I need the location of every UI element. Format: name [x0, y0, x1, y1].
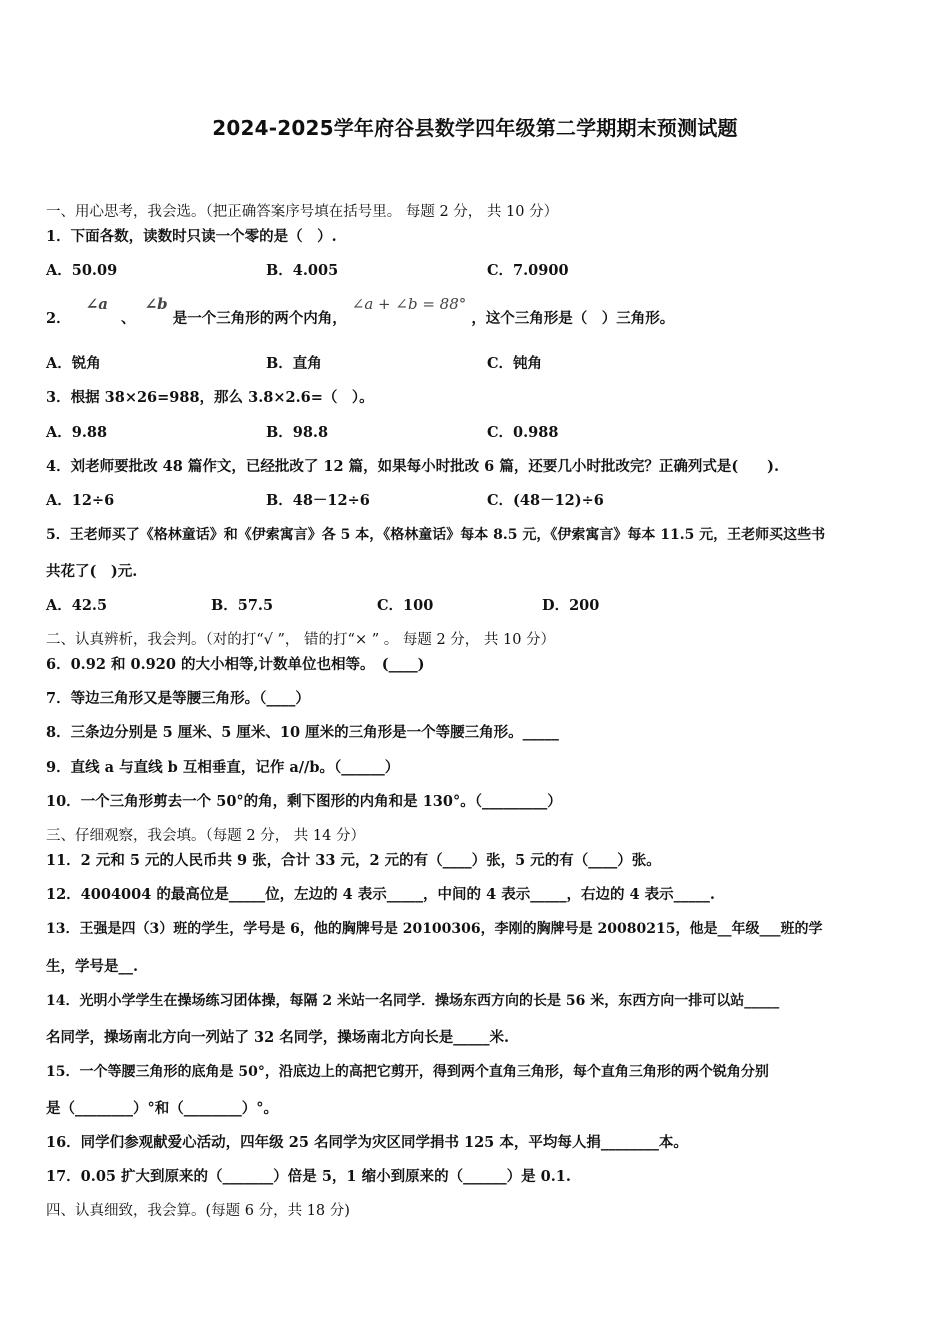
question-8: 8．三条边分别是 5 厘米、5 厘米、10 厘米的三角形是一个等腰三角形。_____: [46, 724, 559, 741]
q2-option-a: A．锐角: [46, 355, 101, 372]
question-17: 17．0.05 扩大到原来的（_______）倍是 5，1 缩小到原来的（______）是 0.1.: [46, 1168, 571, 1185]
q3-option-a: A．9.88: [46, 424, 108, 441]
q2-end-text: ，这个三角形是（ ）三角形。: [471, 310, 675, 327]
q5-option-a: A．42.5: [46, 597, 108, 614]
q4-option-a: A．12÷6: [46, 492, 115, 509]
q2-middle-text: 是一个三角形的两个内角，: [172, 310, 347, 327]
q1-option-c: C．7.0900: [487, 262, 569, 279]
section-3-heading: 三、仔细观察，我会填。（每题 2 分， 共 14 分）: [46, 828, 365, 844]
question-14-line-2: 名同学，操场南北方向一列站了 32 名同学，操场南北方向长是_____米.: [46, 1029, 510, 1046]
q5-option-b: B．57.5: [211, 597, 274, 614]
q2-angle-equation: ∠a + ∠b = 88°: [351, 295, 467, 313]
q1-option-b: B．4.005: [266, 262, 339, 279]
question-16: 16．同学们参观献爱心活动，四年级 25 名同学为灾区同学捐书 125 本，平均每人捐________本。: [46, 1134, 688, 1151]
q2-separator: 、: [121, 310, 136, 327]
question-6: 6．0.92 和 0.920 的大小相等,计数单位也相等。 (____): [46, 656, 425, 673]
question-15-line-1: 15．一个等腰三角形的底角是 50°，沿底边上的高把它剪开，得到两个直角三角形，每个直角三角形的两个锐角分别: [46, 1064, 769, 1080]
q2-angle-a: ∠a: [85, 295, 108, 313]
section-1-heading: 一、用心思考，我会选。（把正确答案序号填在括号里。 每题 2 分， 共 10 分）: [46, 204, 559, 220]
question-10: 10．一个三角形剪去一个 50°的角，剩下图形的内角和是 130°。（_________）: [46, 793, 562, 810]
question-3: 3．根据 38×26=988，那么 3.8×2.6=（ ）。: [46, 389, 374, 406]
page-title: 2024-2025学年府谷县数学四年级第二学期期末预测试题: [212, 116, 738, 140]
q2-number: 2．: [46, 310, 71, 327]
question-14-line-1: 14．光明小学学生在操场练习团体操，每隔 2 米站一名同学．操场东西方向的长是 56 米，东西方向一排可以站_____: [46, 993, 780, 1009]
question-5-line-1: 5．王老师买了《格林童话》和《伊索寓言》各 5 本，《格林童话》每本 8.5 元，《伊索寓言》每本 11.5 元，王老师买这些书: [46, 527, 826, 543]
question-15-line-2: 是（________）°和（________）°。: [46, 1100, 278, 1117]
q5-option-c: C．100: [377, 597, 434, 614]
question-13-line-1: 13．王强是四（3）班的学生，学号是 6，他的胸牌号是 20100306，李刚的胸牌号是 20080215，他是__年级___班的学: [46, 921, 823, 937]
question-7: 7．等边三角形又是等腰三角形。（____）: [46, 690, 310, 707]
q2-angle-b: ∠b: [144, 295, 168, 313]
q3-option-c: C．0.988: [487, 424, 559, 441]
question-1: 1．下面各数，读数时只读一个零的是（ ）.: [46, 228, 337, 245]
q3-option-b: B．98.8: [266, 424, 329, 441]
question-5-line-2: 共花了( )元.: [46, 563, 138, 580]
question-13-line-2: 生，学号是__.: [46, 958, 139, 975]
question-11: 11．2 元和 5 元的人民币共 9 张，合计 33 元，2 元的有（____）张，5 元的有（____）张。: [46, 852, 661, 869]
q2-option-b: B．直角: [266, 355, 322, 372]
question-2: [46, 295, 675, 329]
question-9: 9．直线 a 与直线 b 互相垂直，记作 a//b。（______）: [46, 759, 400, 776]
q4-option-b: B．48－12÷6: [266, 492, 370, 509]
q5-option-d: D．200: [542, 597, 600, 614]
q4-option-c: C．(48－12)÷6: [487, 492, 604, 509]
question-12: 12．4004004 的最高位是_____位，左边的 4 表示_____，中间的 4 表示_____，右边的 4 表示_____.: [46, 886, 715, 903]
section-2-heading: 二、认真辨析，我会判。（对的打“√ ”， 错的打“× ” 。 每题 2 分， 共 10 分）: [46, 632, 556, 648]
q1-option-a: A．50.09: [46, 262, 118, 279]
section-4-heading: 四、认真细致，我会算。(每题 6 分，共 18 分): [46, 1203, 350, 1219]
question-4: 4．刘老师要批改 48 篇作文，已经批改了 12 篇，如果每小时批改 6 篇，还要几小时批改完？正确列式是( ).: [46, 458, 780, 475]
q2-option-c: C．钝角: [487, 355, 543, 372]
